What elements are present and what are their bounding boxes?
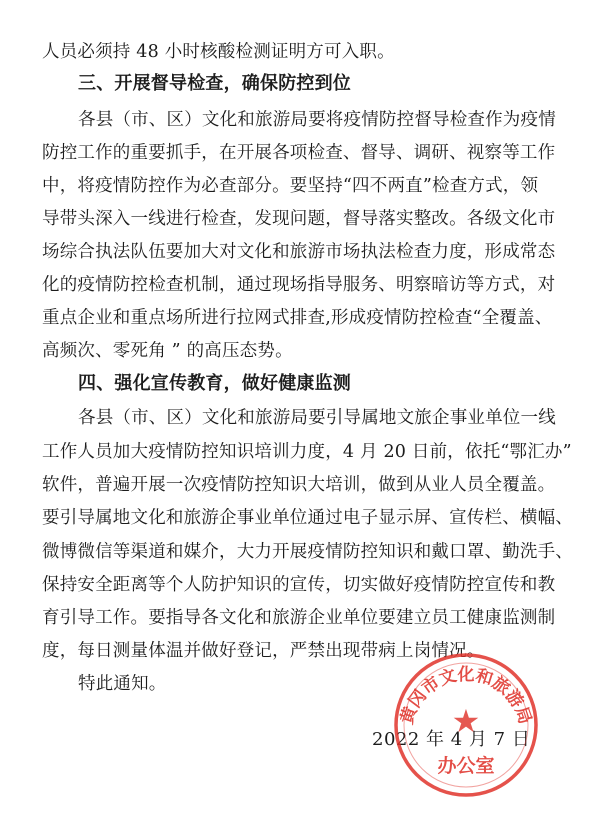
- body-line-7: 场综合执法队伍要加大对文化和旅游市场执法检查力度，形成常态: [42, 242, 556, 262]
- body-line-16: 微博微信等渠道和媒介，大力开展疫情防控知识和戴口罩、勤洗手、: [42, 542, 573, 562]
- body-line-18: 育引导工作。要指导各文化和旅游企业单位要建立员工健康监测制: [42, 608, 556, 628]
- body-line-12: 各县（市、区）文化和旅游局要引导属地文旅企事业单位一线: [78, 408, 556, 428]
- body-line-13: 工作人员加大疫情防控知识培训力度，4 月 20 日前，依托“鄂汇办”: [42, 442, 572, 462]
- body-line-4: 防控工作的重要抓手，在开展各项检查、督导、调研、视察等工作: [42, 143, 556, 163]
- closing-line: 特此通知。: [78, 674, 167, 694]
- stamp-org-text: 黄冈市文化和旅游局: [397, 664, 535, 727]
- section-heading-4: 四、强化宣传教育，做好健康监测: [78, 373, 351, 394]
- body-line-10: 高频次、零死角 ” 的高压态势。: [42, 341, 293, 361]
- body-line-6: 导带头深入一线进行检查，发现问题，督导落实整改。各级文化市: [42, 209, 556, 229]
- body-line-19: 度，每日测量体温并做好登记，严禁出现带病上岗情况。: [42, 641, 485, 661]
- body-line-5: 中，将疫情防控作为必查部分。要坚持“四不两直”检查方式，领: [42, 176, 539, 196]
- body-line-3: 各县（市、区）文化和旅游局要将疫情防控督导检查作为疫情: [78, 110, 556, 130]
- body-line-15: 要引导属地文化和旅游企事业单位通过电子显示屏、宣传栏、横幅、: [42, 508, 573, 528]
- document-date: 2022 年 4 月 7 日: [372, 729, 531, 750]
- body-line-9: 重点企业和重点场所进行拉网式排查,形成疫情防控检查“全覆盖、: [42, 308, 553, 328]
- section-heading-3: 三、开展督导检查，确保防控到位: [78, 73, 351, 94]
- body-line-8: 化的疫情防控检查机制，通过现场指导服务、明察暗访等方式，对: [42, 275, 556, 295]
- body-line-17: 保持安全距离等个人防护知识的宣传，切实做好疫情防控宣传和教: [42, 575, 556, 595]
- official-seal-stamp: [391, 650, 541, 800]
- stamp-star: ★: [451, 702, 481, 740]
- body-line-1: 人员必须持 48 小时核酸检测证明方可入职。: [42, 42, 395, 62]
- body-line-14: 软件，普遍开展一次疫情防控知识大培训，做到从业人员全覆盖。: [42, 475, 556, 495]
- stamp-bottom-text: 办公室: [437, 755, 495, 777]
